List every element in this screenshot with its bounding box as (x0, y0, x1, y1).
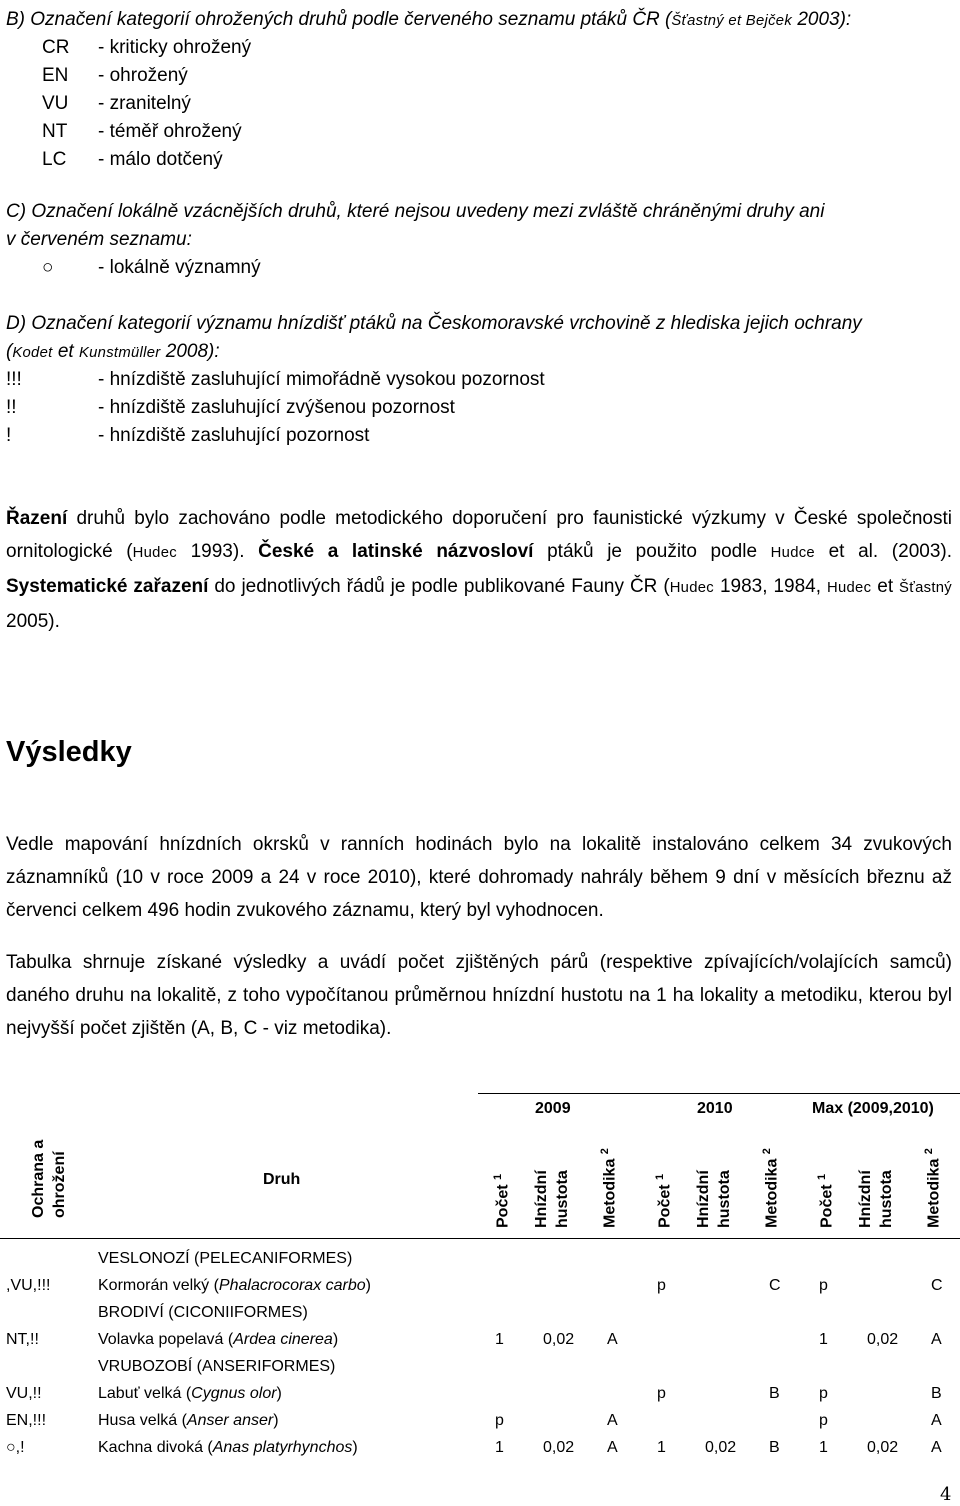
count-cell: p (657, 1385, 666, 1402)
importance-desc: - hnízdiště zasluhující mimořádně vysokou pozornost (98, 369, 545, 390)
sub-header-count (650, 1174, 675, 1228)
name-close: ) (330, 1358, 336, 1375)
common-name: Labuť velká ( (98, 1385, 192, 1402)
common-name: Kormorán velký ( (98, 1277, 219, 1294)
count-cell: 1 (657, 1439, 666, 1456)
name-close: ) (365, 1277, 371, 1294)
sub-header-count (488, 1174, 513, 1228)
count-cell: p (819, 1412, 828, 1429)
count-cell: 1 (819, 1439, 828, 1456)
sub-header-count-label: Počet (656, 1184, 674, 1228)
col-header-species: Druh (263, 1171, 301, 1188)
local-significance-symbol: ○ (42, 257, 54, 278)
table-top-rule (478, 1093, 960, 1094)
density-cell: 0,02 (867, 1439, 899, 1456)
order-name (98, 1248, 352, 1270)
latin-name: ANSERIFORMES (202, 1358, 331, 1375)
name-close: ) (302, 1304, 308, 1321)
method-cell: B (769, 1439, 780, 1456)
common-name: Kachna divoká ( (98, 1439, 213, 1456)
method-cell: A (607, 1439, 618, 1456)
count-cell: 1 (819, 1331, 828, 1348)
count-cell: 1 (495, 1439, 504, 1456)
importance-code: !!! (6, 369, 22, 390)
common-name: BRODIVÍ ( (98, 1304, 174, 1321)
density-line-1: Hnízdní (695, 1170, 712, 1228)
common-name: Husa velká ( (98, 1412, 187, 1429)
sub-header-method (757, 1148, 782, 1228)
method-cell: A (607, 1412, 618, 1429)
species-name (98, 1275, 371, 1297)
latin-name: Phalacrocorax carbo (218, 1277, 366, 1294)
section-c-title-line1: C) Označení lokálně vzácnějších druhů, které nejsou uvedeny mezi zvláště chráněnými druhy ani (6, 201, 825, 222)
importance-code: !! (6, 397, 17, 418)
results-heading: Výsledky (6, 736, 132, 768)
importance-desc: - hnízdiště zasluhující pozornost (98, 425, 370, 446)
footnote-mark: 2 (923, 1148, 935, 1155)
density-line-1: Hnízdní (857, 1170, 874, 1228)
order-name (98, 1302, 308, 1324)
category-code: VU (42, 93, 69, 114)
method-cell: B (769, 1385, 780, 1402)
section-d-title-line2: (Kodet et Kunstmüller 2008): (6, 341, 220, 362)
count-cell: p (819, 1385, 828, 1402)
footnote-mark: 2 (599, 1148, 611, 1155)
sub-header-method-label: Metodika (763, 1158, 781, 1228)
method-cell: A (607, 1331, 618, 1348)
results-paragraph-2: Tabulka shrnuje získané výsledky a uvádí počet zjištěných párů (respektive zpívajících/volajících samců) daného druhu na lokalitě, z toho vypočítanou průměrnou hnízdní hustotu na 1 ha lokality a metodiku, kterou byl nejvyšší počet zjištěn (A, B, C - viz metodika). (6, 952, 952, 1039)
category-desc: - málo dotčený (98, 149, 223, 170)
category-code: EN (42, 65, 69, 86)
col-header-protection: Ochrana a ohrožení (30, 1139, 68, 1218)
protection-status: EN,!!! (6, 1412, 47, 1429)
common-name: Volavka popelavá ( (98, 1331, 234, 1348)
latin-name: Ardea cinerea (233, 1331, 333, 1348)
species-name (98, 1410, 279, 1432)
footnote-mark: 1 (654, 1173, 666, 1180)
density-cell: 0,02 (543, 1439, 575, 1456)
sub-header-density (531, 1170, 573, 1228)
category-desc: - ohrožený (98, 65, 188, 86)
category-code: NT (42, 121, 68, 142)
sub-header-method (595, 1148, 620, 1228)
page-number: 4 (940, 1484, 952, 1505)
group-header-2010: 2010 (697, 1100, 733, 1117)
common-name: VESLONOZÍ ( (98, 1250, 200, 1267)
method-cell: A (931, 1439, 942, 1456)
density-line-1: Hnízdní (533, 1170, 550, 1228)
section-d-title-line1: D) Označení kategorií významu hnízdišť ptáků na Českomoravské vrchovině z hlediska jejich ochrany (6, 313, 862, 334)
latin-name: CICONIIFORMES (173, 1304, 303, 1321)
footnote-mark: 1 (816, 1173, 828, 1180)
name-close: ) (273, 1412, 279, 1429)
name-close: ) (332, 1331, 339, 1348)
method-cell: B (931, 1385, 942, 1402)
protection-status: ,VU,!!! (6, 1277, 51, 1294)
method-cell: A (931, 1331, 942, 1348)
density-cell: 0,02 (705, 1439, 737, 1456)
sub-header-density (855, 1170, 897, 1228)
density-cell: 0,02 (867, 1331, 899, 1348)
count-cell: p (657, 1277, 666, 1294)
latin-name: Cygnus olor (191, 1385, 277, 1402)
protection-status: ○,! (6, 1439, 25, 1456)
density-line-2: hustota (716, 1170, 733, 1228)
density-line-2: hustota (554, 1170, 571, 1228)
category-desc: - téměř ohrožený (98, 121, 242, 142)
protection-status: NT,!! (6, 1331, 39, 1348)
density-line-2: hustota (878, 1170, 895, 1228)
sub-header-density (693, 1170, 735, 1228)
density-cell: 0,02 (543, 1331, 575, 1348)
species-name (98, 1329, 338, 1351)
sub-header-count-label: Počet (818, 1184, 836, 1228)
method-cell: C (931, 1277, 943, 1294)
method-cell: A (931, 1412, 942, 1429)
category-code: LC (42, 149, 67, 170)
sub-header-method-label: Metodika (925, 1158, 943, 1228)
common-name: VRUBOZOBÍ ( (98, 1358, 203, 1375)
count-cell: p (495, 1412, 504, 1429)
category-code: CR (42, 37, 70, 58)
section-b-title: B) Označení kategorií ohrožených druhů podle červeného seznamu ptáků ČR (Šťastný et Bejček 2003): (6, 9, 852, 30)
count-cell: 1 (495, 1331, 504, 1348)
table-header-rule (0, 1238, 960, 1239)
importance-code: ! (6, 425, 12, 446)
group-header-max: Max (2009,2010) (812, 1100, 934, 1117)
species-name (98, 1383, 282, 1405)
order-name (98, 1356, 335, 1378)
name-close: ) (276, 1385, 282, 1402)
latin-name: PELECANIFORMES (199, 1250, 347, 1267)
group-header-2009: 2009 (535, 1100, 571, 1117)
sub-header-method-label: Metodika (601, 1158, 619, 1228)
method-cell: C (769, 1277, 781, 1294)
latin-name: Anas platyrhynchos (212, 1439, 353, 1456)
results-paragraph-1: Vedle mapování hnízdních okrsků v ranních hodinách bylo na lokalitě instalováno celkem 34 zvukových záznamníků (10 v roce 2009 a 24 v roce 2010), které dohromady nahrály během 9 dní v měsících březnu až červenci celkem 496 hodin zvukového záznamu, který byl vyhodnocen. (6, 834, 952, 921)
count-cell: p (819, 1277, 828, 1294)
footnote-mark: 2 (761, 1148, 773, 1155)
footnote-mark: 1 (492, 1173, 504, 1180)
sub-header-count-label: Počet (494, 1184, 512, 1228)
category-desc: - zranitelný (98, 93, 191, 114)
ordering-paragraph: Řazení druhů bylo zachováno podle metodického doporučení pro faunistické výzkumy v České společnosti ornitologické (Hudec 1993). České a latinské názvosloví ptáků je použito podle Hudce et al. (2003). Systematické zařazení do jednotlivých řádů je podle publikované Fauny ČR (Hudec 1983, 1984, Hudec et Šťastný 2005). (6, 508, 952, 632)
protection-status: VU,!! (6, 1385, 42, 1402)
sub-header-count (812, 1174, 837, 1228)
local-significance-desc: - lokálně významný (98, 257, 261, 278)
name-close: ) (346, 1250, 353, 1267)
category-desc: - kriticky ohrožený (98, 37, 252, 58)
latin-name: Anser anser (186, 1412, 274, 1429)
sub-header-method (919, 1148, 944, 1228)
name-close: ) (352, 1439, 358, 1456)
section-c-title-line2: v červeném seznamu: (6, 229, 192, 250)
species-name (98, 1437, 358, 1459)
importance-desc: - hnízdiště zasluhující zvýšenou pozornost (98, 397, 455, 418)
